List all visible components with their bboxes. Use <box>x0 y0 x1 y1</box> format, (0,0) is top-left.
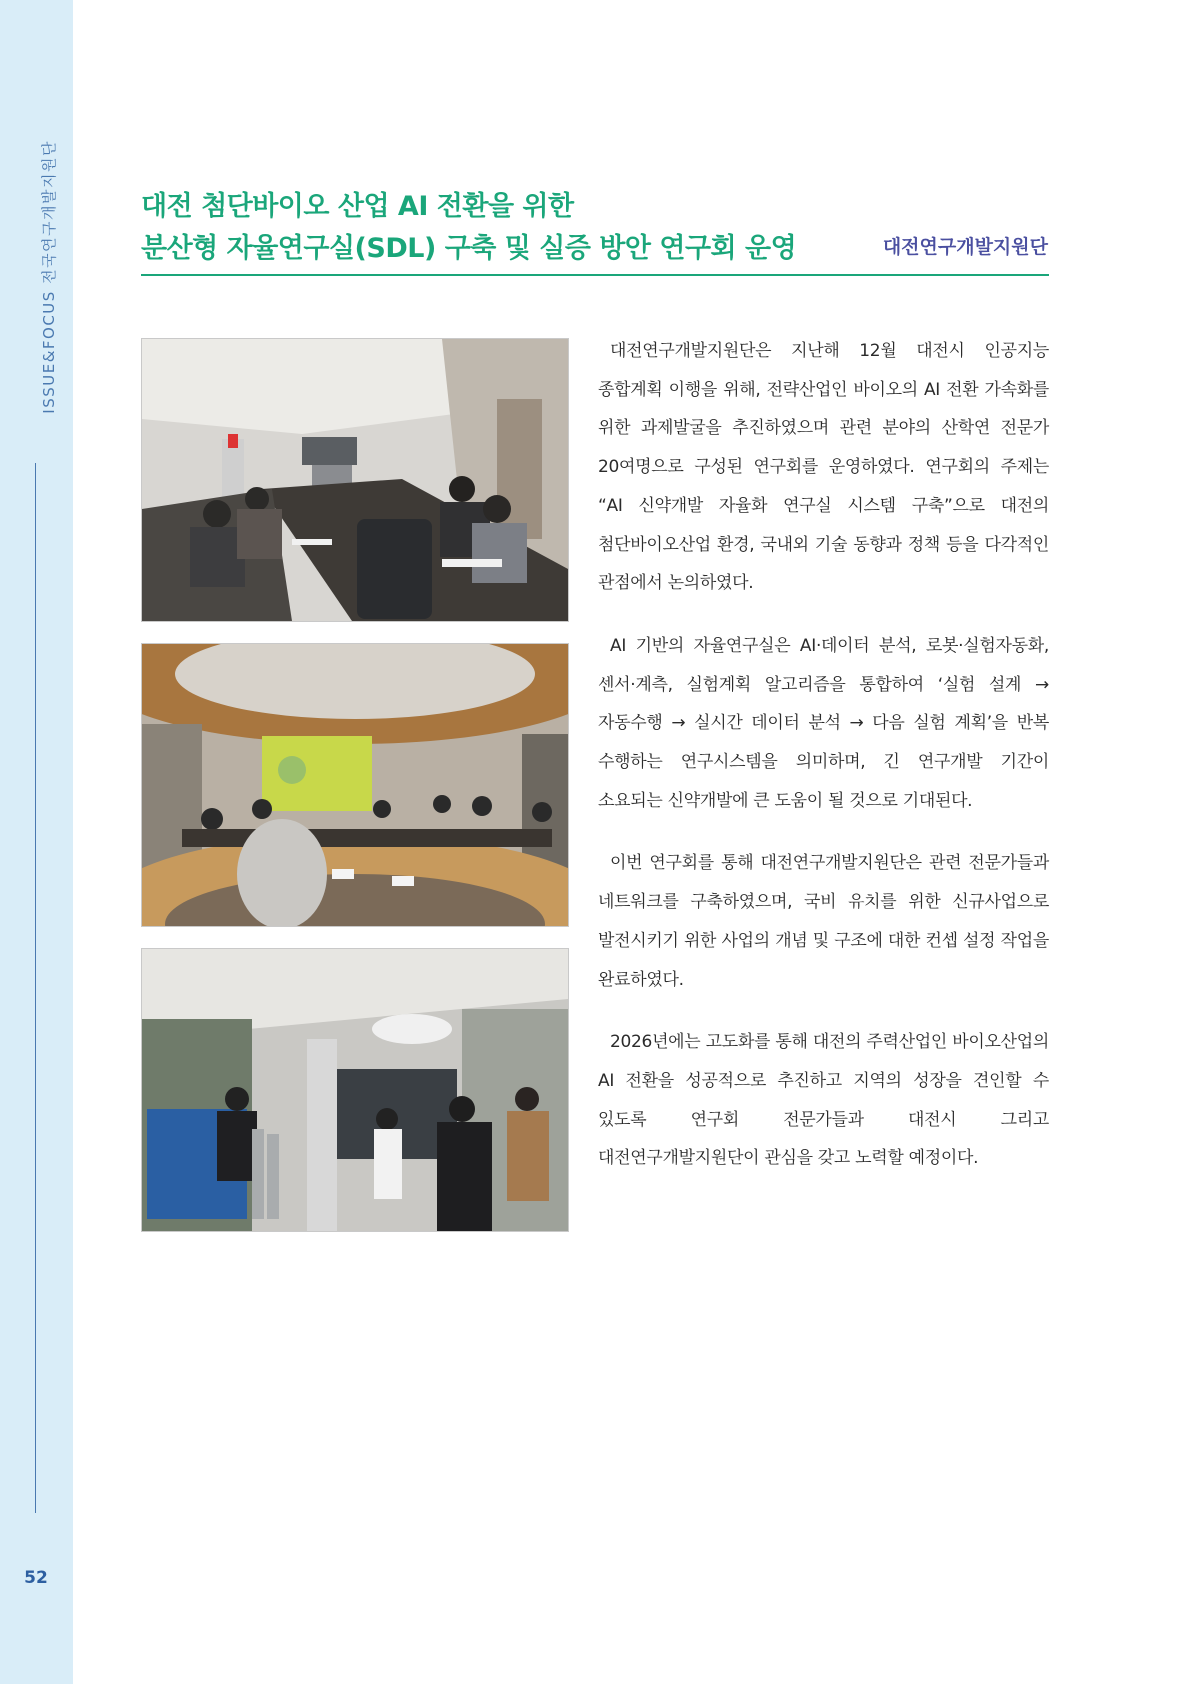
photo-laboratory-tour <box>141 948 569 1232</box>
article-body <box>598 332 1049 1202</box>
section-label <box>36 140 56 450</box>
title-line-2: 분산형 자율연구실(SDL) 구축 및 실증 방안 연구회 운영 <box>141 233 797 264</box>
paragraph-2: AI 기반의 자율연구실은 AI·데이터 분석, 로봇·실험자동화, 센서·계측, 실험계획 알고리즘을 통합하여 ‘실험 설계 → 자동수행 → 실시간 데이터 분석 → 다음 실험 계획’을 반복 수행하는 연구시스템을 의미하며, 긴 연구개발 기간이 소요되는 신약개발에 큰 도움이 될 것으로 기대된다. <box>598 635 1049 811</box>
title-line-1: 대전 첨단바이오 산업 AI 전환을 위한 <box>141 191 574 222</box>
sidebar-divider <box>35 463 36 1513</box>
paragraph-4: 2026년에는 고도화를 통해 대전의 주력산업인 바이오산업의 AI 전환을 성공적으로 추진하고 지역의 성장을 견인할 수 있도록 연구회 전문가들과 대전시 그리고 대전연구개발지원단이 관심을 갖고 노력할 예정이다. <box>598 1032 1049 1169</box>
page-number: 52 <box>24 1568 48 1588</box>
title-divider <box>141 274 1049 276</box>
photo-conference-presentation <box>141 643 569 927</box>
paragraph-3: 이번 연구회를 통해 대전연구개발지원단은 관련 전문가들과 네트워크를 구축하였으며, 국비 유치를 위한 신규사업으로 발전시키기 위한 사업의 개념 및 구조에 대한 컨셉 설정 작업을 완료하였다. <box>598 853 1049 990</box>
article-title <box>141 186 901 270</box>
paragraph-1: 대전연구개발지원단은 지난해 12월 대전시 인공지능 종합계획 이행을 위해, 전략산업인 바이오의 AI 전환 가속화를 위한 과제발굴을 추진하였으며 관련 분야의 산학연 전문가 20여명으로 구성된 연구회를 운영하였다. 연구회의 주제는 “AI 신약개발 자율화 연구실 시스템 구축”으로 대전의 첨단바이오산업 환경, 국내외 기술 동향과 정책 등을 다각적인 관점에서 논의하였다. <box>598 341 1049 594</box>
photo-meeting-room <box>141 338 569 622</box>
section-label-text: ISSUE&FOCUS 전국연구개발지원단 <box>40 140 58 414</box>
organization-name: 대전연구개발지원단 <box>882 236 1048 258</box>
